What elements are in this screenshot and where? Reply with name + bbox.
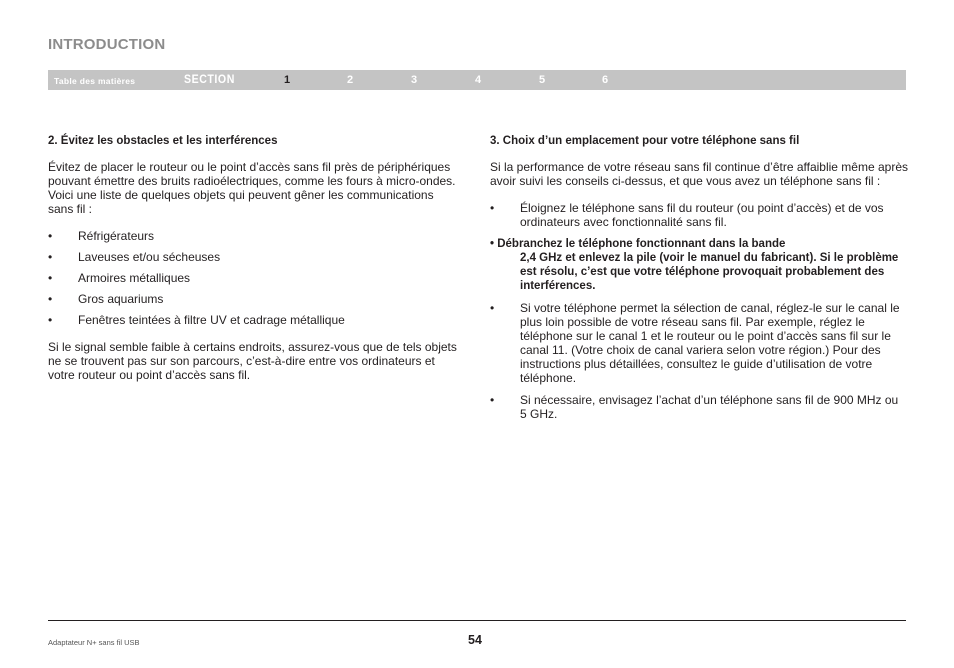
section-heading-phone: 3. Choix d’un emplacement pour votre téléphone sans fil <box>490 135 800 147</box>
list-item: • Armoires métalliques <box>48 271 191 285</box>
section-link-6[interactable]: 6 <box>602 74 609 86</box>
bullet-icon: • <box>490 393 495 407</box>
page-header-title: INTRODUCTION <box>48 36 166 53</box>
section-link-4[interactable]: 4 <box>475 74 482 86</box>
footer-divider <box>48 620 906 621</box>
right-column <box>490 134 908 429</box>
page-number: 54 <box>468 633 482 647</box>
list-item: • Fenêtres teintées à filtre UV et cadrage métallique <box>48 313 345 327</box>
section-link-3[interactable]: 3 <box>411 74 418 86</box>
obstacles-outro: Si le signal semble faible à certains endroits, assurez-vous que de tels objets ne se trouvent pas sur son parcours, c’est-à-dire entre vos ordinateurs et votre routeur ou point d’accès sans fil. <box>48 340 457 382</box>
bullet-icon: • <box>48 250 53 264</box>
section-link-5[interactable]: 5 <box>539 74 546 86</box>
left-column <box>48 134 458 395</box>
section-link-1[interactable]: 1 <box>284 74 291 86</box>
bold-item-lead: • Débranchez le téléphone fonctionnant dans la bande <box>490 238 786 250</box>
obstacles-intro: Évitez de placer le routeur ou le point d’accès sans fil près de périphériques pouvant émettre des bruits radioélectriques, comme les fours à micro-ondes. Voici une liste de quelques objets qui peuvent gêner les communications sans fil : <box>48 160 456 216</box>
list-item: • Si votre téléphone permet la sélection de canal, réglez-le sur le canal le plus loin possible de votre réseau sans fil. Par exemple, réglez le téléphone sur le canal 1 et le routeur ou le point d’accès sans fil sur le canal 11. (Votre choix de canal variera selon votre région.) Pour des instructions plus détaillées, consultez le guide d’utilisation de votre téléphone. <box>490 301 900 385</box>
bullet-icon: • <box>490 201 495 215</box>
interference-list <box>48 229 458 327</box>
bullet-icon: • <box>490 301 495 315</box>
footer-product-name: Adaptateur N+ sans fil USB <box>48 638 140 647</box>
list-item: • Si nécessaire, envisagez l’achat d’un téléphone sans fil de 900 MHz ou 5 GHz. <box>490 393 899 421</box>
phone-intro: Si la performance de votre réseau sans fil continue d’être affaiblie même après avoir suivi les conseils ci-dessus, et que vous avez un téléphone sans fil : <box>490 160 909 188</box>
section-label: SECTION <box>184 74 235 86</box>
bullet-icon: • <box>48 229 53 243</box>
bold-item-rest: 2,4 GHz et enlevez la pile (voir le manuel du fabricant). Si le problème est résolu, c’est que votre téléphone provoquait probablement des interférences. <box>520 252 899 292</box>
list-item: • Éloignez le téléphone sans fil du routeur (ou point d’accès) et de vos ordinateurs avec fonctionnalité sans fil. <box>490 201 884 229</box>
bullet-icon: • <box>48 313 53 327</box>
list-item: • Laveuses et/ou sécheuses <box>48 250 221 264</box>
toc-link[interactable]: Table des matières <box>54 76 136 86</box>
section-heading-obstacles: 2. Évitez les obstacles et les interférences <box>48 135 278 147</box>
list-item: • Réfrigérateurs <box>48 229 155 243</box>
list-item-bold <box>490 237 908 293</box>
section-nav-bar <box>48 70 906 90</box>
section-link-2[interactable]: 2 <box>347 74 354 86</box>
bullet-icon: • <box>48 271 53 285</box>
bullet-icon: • <box>48 292 53 306</box>
list-item: • Gros aquariums <box>48 292 164 306</box>
